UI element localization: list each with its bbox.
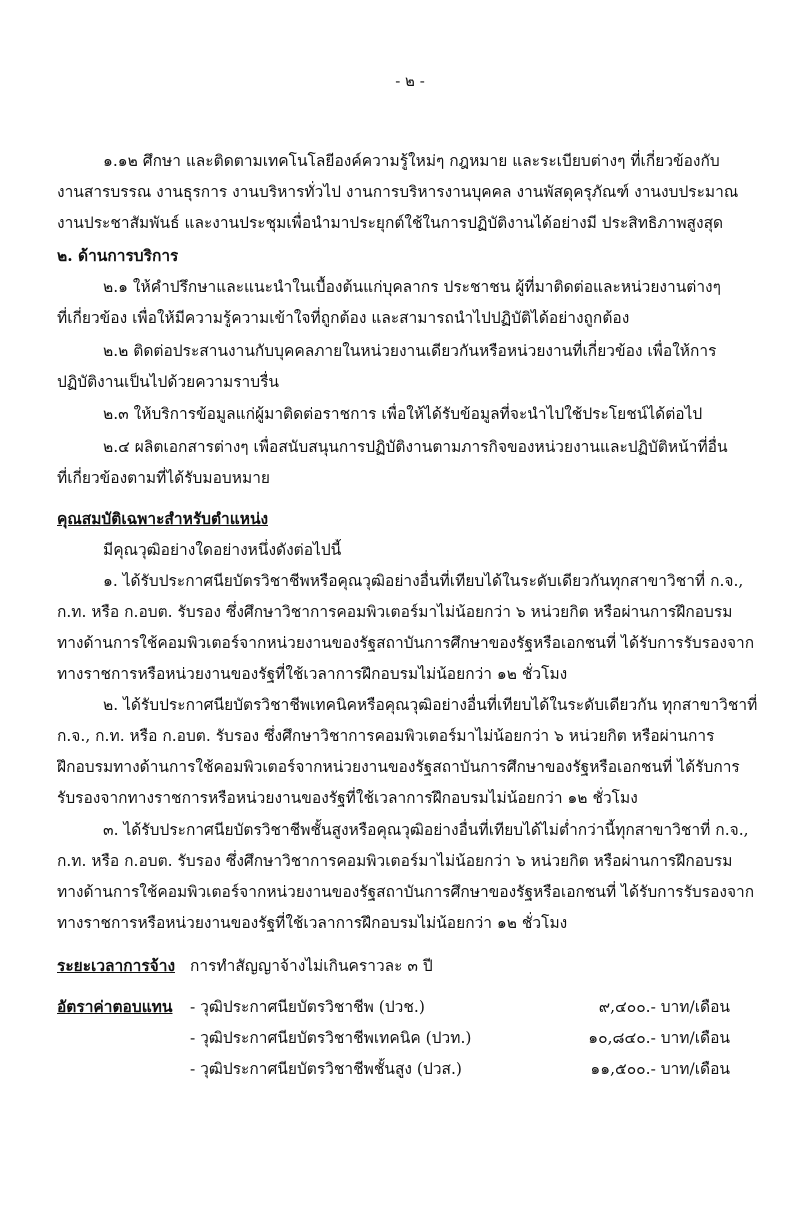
qualification-3-line-3: ทางด้านการใช้คอมพิวเตอร์จากหน่วยงานของรัฐสถาบันการศึกษาของรัฐหรือเอกชนที่ ได้รับการรับรองจาก <box>57 883 755 901</box>
qualification-1-line-2: ก.ท. หรือ ก.อบต. รับรอง ซึ่งศึกษาวิชาการคอมพิวเตอร์มาไม่น้อยกว่า ๖ หน่วยกิต หรือผ่านการฝึกอบรม <box>57 603 733 621</box>
item-2-1-line-2: ที่เกี่ยวข้อง เพื่อให้มีความรู้ความเข้าใจที่ถูกต้อง และสามารถนำไปปฏิบัติได้อย่างถูกต้อง <box>57 309 630 327</box>
employment-period-value: การทำสัญญาจ้างไม่เกินคราวละ ๓ ปี <box>190 957 433 975</box>
item-2-2-line-2: ปฏิบัติงานเป็นไปด้วยความราบรื่น <box>57 373 280 391</box>
qualification-3-line-2: ก.ท. หรือ ก.อบต. รับรอง ซึ่งศึกษาวิชาการคอมพิวเตอร์มาไม่น้อยกว่า ๖ หน่วยกิต หรือผ่านการฝึกอบรม <box>57 852 733 870</box>
page-number: - ๒ - <box>395 72 425 90</box>
qualification-3-line-4: ทางราชการหรือหน่วยงานของรัฐที่ใช้เวลาการฝึกอบรมไม่น้อยกว่า ๑๒ ชั่วโมง <box>57 914 568 932</box>
qualification-1-line-4: ทางราชการหรือหน่วยงานของรัฐที่ใช้เวลาการฝึกอบรมไม่น้อยกว่า ๑๒ ชั่วโมง <box>57 665 568 683</box>
item-1-12-line-2: งานสารบรรณ งานธุรการ งานบริหารทั่วไป งานการบริหารงานบุคคล งานพัสดุครุภัณฑ์ งานงบประมาณ <box>57 183 739 201</box>
compensation-amount-pvc: ๙,๔๐๐.- บาท/เดือน <box>598 998 730 1016</box>
compensation-amount-pvt: ๑๐,๘๔๐.- บาท/เดือน <box>588 1029 730 1047</box>
compensation-degree-pvc: - วุฒิประกาศนียบัตรวิชาชีพ (ปวช.) <box>190 998 425 1016</box>
qualification-3-line-1: ๓. ได้รับประกาศนียบัตรวิชาชีพชั้นสูงหรือคุณวุฒิอย่างอื่นที่เทียบได้ไม่ต่ำกว่านี้ทุกสาขาวิชาที่ ก.จ., <box>103 821 749 839</box>
qualifications-heading: คุณสมบัติเฉพาะสำหรับตำแหน่ง <box>57 509 269 528</box>
item-1-12-line-1: ๑.๑๒ ศึกษา และติดตามเทคโนโลยีองค์ความรู้ใหม่ๆ กฎหมาย และระเบียบต่างๆ ที่เกี่ยวข้องกับ <box>103 152 720 170</box>
compensation-label: อัตราค่าตอบแทน <box>57 997 173 1016</box>
item-2-2-line-1: ๒.๒ ติดต่อประสานงานกับบุคคลภายในหน่วยงานเดียวกันหรือหน่วยงานที่เกี่ยวข้อง เพื่อให้การ <box>103 342 717 360</box>
qualification-1-line-1: ๑. ได้รับประกาศนียบัตรวิชาชีพหรือคุณวุฒิอย่างอื่นที่เทียบได้ในระดับเดียวกันทุกสาขาวิชาที่ ก.จ., <box>103 572 744 590</box>
qualification-2-line-2: ก.จ., ก.ท. หรือ ก.อบต. รับรอง ซึ่งศึกษาวิชาการคอมพิวเตอร์มาไม่น้อยกว่า ๖ หน่วยกิต หรือผ่านการ <box>57 727 715 745</box>
item-2-3: ๒.๓ ให้บริการข้อมูลแก่ผู้มาติดต่อราชการ เพื่อให้ได้รับข้อมูลที่จะนำไปใช้ประโยชน์ได้ต่อไป <box>103 405 703 423</box>
item-2-1-line-1: ๒.๑ ให้คำปรึกษาและแนะนำในเบื้องต้นแก่บุคลากร ประชาชน ผู้ที่มาติดต่อและหน่วยงานต่างๆ <box>103 278 721 296</box>
compensation-degree-pvs: - วุฒิประกาศนียบัตรวิชาชีพชั้นสูง (ปวส.) <box>190 1060 462 1078</box>
item-2-4-line-2: ที่เกี่ยวข้องตามที่ได้รับมอบหมาย <box>57 469 270 487</box>
qualification-2-line-4: รับรองจากทางราชการหรือหน่วยงานของรัฐที่ใช้เวลาการฝึกอบรมไม่น้อยกว่า ๑๒ ชั่วโมง <box>57 789 638 807</box>
item-2-4-line-1: ๒.๔ ผลิตเอกสารต่างๆ เพื่อสนับสนุนการปฏิบัติงานตามภารกิจของหน่วยงานและปฏิบัติหน้าที่อื่น <box>103 438 728 456</box>
qualifications-intro: มีคุณวุฒิอย่างใดอย่างหนึ่งดังต่อไปนี้ <box>103 541 342 559</box>
section-2-heading: ๒. ด้านการบริการ <box>57 246 179 265</box>
qualification-1-line-3: ทางด้านการใช้คอมพิวเตอร์จากหน่วยงานของรัฐสถาบันการศึกษาของรัฐหรือเอกชนที่ ได้รับการรับรองจาก <box>57 634 755 652</box>
item-1-12-line-3: งานประชาสัมพันธ์ และงานประชุมเพื่อนำมาประยุกต์ใช้ในการปฏิบัติงานได้อย่างมี ประสิทธิภาพสูงสุด <box>57 214 724 232</box>
qualification-2-line-3: ฝึกอบรมทางด้านการใช้คอมพิวเตอร์จากหน่วยงานของรัฐสถาบันการศึกษาของรัฐหรือเอกชนที่ ได้รับการ <box>57 758 740 776</box>
compensation-degree-pvt: - วุฒิประกาศนียบัตรวิชาชีพเทคนิค (ปวท.) <box>190 1029 472 1047</box>
compensation-amount-pvs: ๑๑,๕๐๐.- บาท/เดือน <box>590 1060 730 1078</box>
employment-period-label: ระยะเวลาการจ้าง <box>57 956 176 975</box>
qualification-2-line-1: ๒. ได้รับประกาศนียบัตรวิชาชีพเทคนิคหรือคุณวุฒิอย่างอื่นที่เทียบได้ในระดับเดียวกัน ทุกสาขาวิชาที่ <box>103 696 758 714</box>
